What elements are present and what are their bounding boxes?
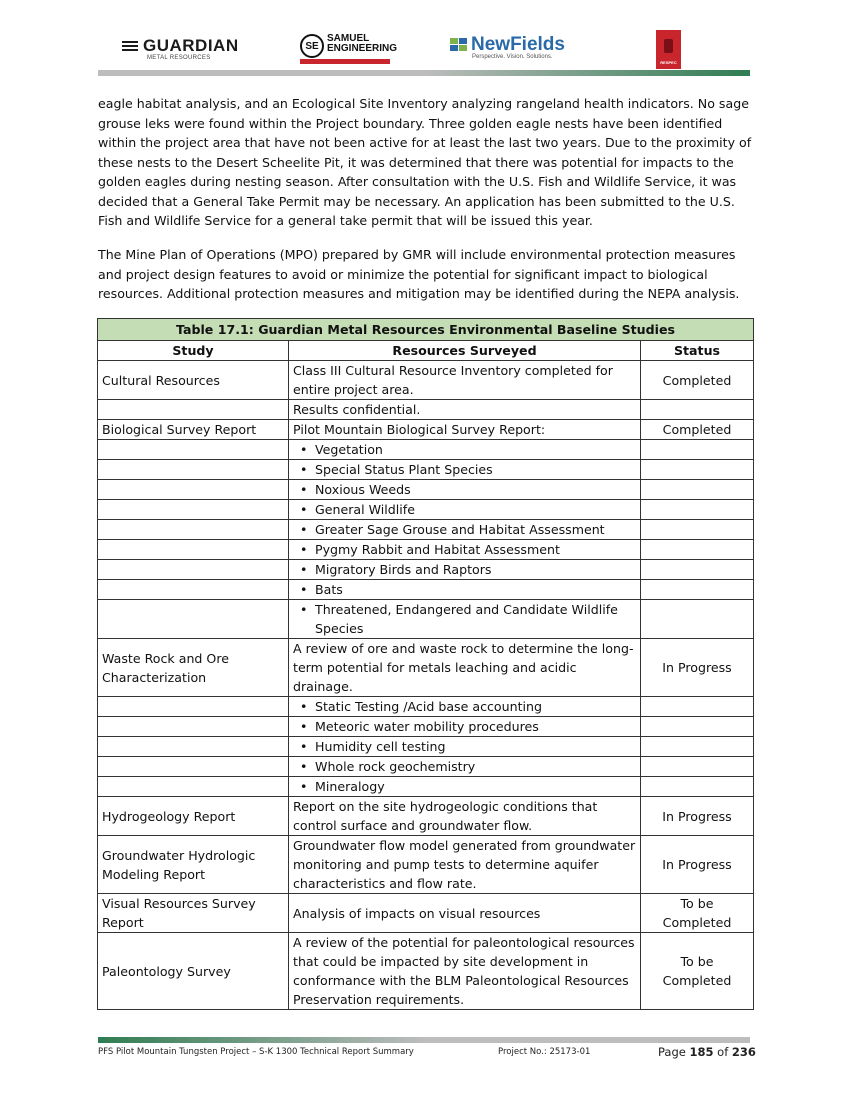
status-cell [641,580,754,600]
table-row [98,580,754,600]
status-cell [641,440,754,460]
status-cell: Completed [641,420,754,440]
status-cell [641,480,754,500]
status-cell [641,697,754,717]
status-cell [641,600,754,639]
newfields-logo [450,36,565,60]
status-cell [641,737,754,757]
study-cell [98,717,289,737]
resource-bullet-cell: • Static Testing /Acid base accounting [289,697,641,717]
guardian-logo-subtitle: METAL RESOURCES [147,55,211,61]
status-cell: In Progress [641,639,754,697]
newfields-tagline: Perspective. Vision. Solutions. [472,54,553,60]
table-row [98,600,754,639]
column-header-status: Status [641,341,754,361]
resource-bullet-cell: • Migratory Birds and Raptors [289,560,641,580]
page-total: 236 [731,1045,756,1059]
study-cell: Groundwater Hydrologic Modeling Report [98,836,289,894]
resource-bullet-cell: • General Wildlife [289,500,641,520]
resource-bullet-cell: • Pygmy Rabbit and Habitat Assessment [289,540,641,560]
resource-bullet-cell: • Special Status Plant Species [289,460,641,480]
samuel-logo-line1: SAMUEL [327,33,370,44]
footer-report-title: PFS Pilot Mountain Tungsten Project – S-K 1300 Technical Report Summary [98,1047,414,1057]
table-row [98,440,754,460]
guardian-logo [122,36,239,61]
baseline-studies-table [97,318,754,1010]
study-cell [98,540,289,560]
study-cell [98,520,289,540]
status-cell [641,500,754,520]
table-row [98,480,754,500]
status-cell [641,520,754,540]
status-cell [641,540,754,560]
resource-bullet-cell: • Whole rock geochemistry [289,757,641,777]
resource-cell: Groundwater flow model generated from groundwater monitoring and pump tests to determine aquifer characteristics and flow rate. [289,836,641,894]
table-row [98,500,754,520]
resource-bullet-cell: • Threatened, Endangered and Candidate Wildlife Species [289,600,641,639]
study-cell: Waste Rock and Ore Characterization [98,639,289,697]
footer-page-number [658,1045,756,1059]
table-row [98,400,754,420]
study-cell [98,480,289,500]
header-rule [98,70,750,76]
status-cell: To be Completed [641,933,754,1010]
samuel-engineering-logo [300,34,397,58]
newfields-squares-icon [450,38,468,52]
menu-bars-icon [122,40,138,52]
status-cell: In Progress [641,797,754,836]
status-cell [641,460,754,480]
study-cell: Biological Survey Report [98,420,289,440]
guardian-logo-name: GUARDIAN [143,36,239,55]
study-cell [98,440,289,460]
column-header-study: Study [98,341,289,361]
resource-bullet-cell: • Humidity cell testing [289,737,641,757]
resource-bullet-cell: • Noxious Weeds [289,480,641,500]
status-cell: In Progress [641,836,754,894]
status-cell [641,560,754,580]
resource-bullet-cell: • Meteoric water mobility procedures [289,717,641,737]
study-cell [98,500,289,520]
resource-cell: Report on the site hydrogeologic conditions that control surface and groundwater flow. [289,797,641,836]
se-circle-icon: SE [300,34,324,58]
respec-logo-label: RESPEC [660,60,677,65]
newfields-logo-name: NewFields [471,34,565,55]
study-cell [98,560,289,580]
status-cell [641,777,754,797]
study-cell [98,737,289,757]
respec-mark-icon [664,39,673,53]
table-caption: Table 17.1: Guardian Metal Resources Environmental Baseline Studies [98,319,754,341]
body-paragraph-1: eagle habitat analysis, and an Ecological Site Inventory analyzing rangeland health indicators. No sage grouse leks were found within the Project boundary. Three golden eagle nests have been identified within the project area that have not been active for at least the last two years. Due to the proximity of these nests to the Desert Scheelite Pit, it was determined that there was potential for impacts to the golden eagles during nesting season. After consultation with the U.S. Fish and Wildlife Service, it was decided that a General Take Permit may be necessary. An application has been submitted to the U.S. Fish and Wildlife Service for a general take permit that will be issued this year. [98,96,752,228]
body-paragraph-2: The Mine Plan of Operations (MPO) prepared by GMR will include environmental protection measures and project design features to avoid or minimize the potential for significant impact to biological resources. Additional protection measures and mitigation may be identified during the NEPA analysis. [98,247,740,301]
resource-cell: A review of the potential for paleontological resources that could be impacted by site development in conformance with the BLM Paleontological Resources Preservation requirements. [289,933,641,1010]
resource-cell: A review of ore and waste rock to determine the long-term potential for metals leaching and acidic drainage. [289,639,641,697]
resource-cell: Pilot Mountain Biological Survey Report: [289,420,641,440]
resource-cell: Results confidential. [289,400,641,420]
samuel-tagline-bar [300,59,390,64]
table-row [98,797,754,836]
study-cell [98,777,289,797]
resource-cell: Class III Cultural Resource Inventory completed for entire project area. [289,361,641,400]
table-row [98,717,754,737]
samuel-logo-line2: ENGINEERING [327,43,398,54]
study-cell [98,600,289,639]
table-row [98,737,754,757]
respec-logo [656,30,681,69]
page-current: 185 [689,1045,714,1059]
table-row [98,933,754,1010]
study-cell: Visual Resources Survey Report [98,894,289,933]
column-header-resources: Resources Surveyed [289,341,641,361]
study-cell: Cultural Resources [98,361,289,400]
study-cell: Hydrogeology Report [98,797,289,836]
table-caption-row [98,319,754,341]
table-row [98,836,754,894]
status-cell: To be Completed [641,894,754,933]
study-cell [98,460,289,480]
resource-bullet-cell: • Vegetation [289,440,641,460]
resource-bullet-cell: • Bats [289,580,641,600]
table-row [98,460,754,480]
resource-bullet-cell: • Greater Sage Grouse and Habitat Assessment [289,520,641,540]
status-cell [641,717,754,737]
table-row [98,697,754,717]
study-cell [98,697,289,717]
status-cell [641,757,754,777]
page-word: Page [658,1045,686,1059]
page-of: of [717,1045,729,1059]
table-row [98,560,754,580]
study-cell [98,580,289,600]
page-header [0,0,849,80]
table-row [98,777,754,797]
study-cell [98,400,289,420]
status-cell [641,400,754,420]
study-cell: Paleontology Survey [98,933,289,1010]
table-row [98,639,754,697]
table-row [98,540,754,560]
table-row [98,757,754,777]
status-cell: Completed [641,361,754,400]
resource-cell: Analysis of impacts on visual resources [289,894,641,933]
table-header-row [98,341,754,361]
table-row [98,361,754,400]
footer-project-number: Project No.: 25173-01 [498,1047,591,1057]
table-row [98,420,754,440]
table-row [98,894,754,933]
table-body [98,361,754,1010]
table-row [98,520,754,540]
resource-bullet-cell: • Mineralogy [289,777,641,797]
footer-rule [98,1037,750,1043]
study-cell [98,757,289,777]
